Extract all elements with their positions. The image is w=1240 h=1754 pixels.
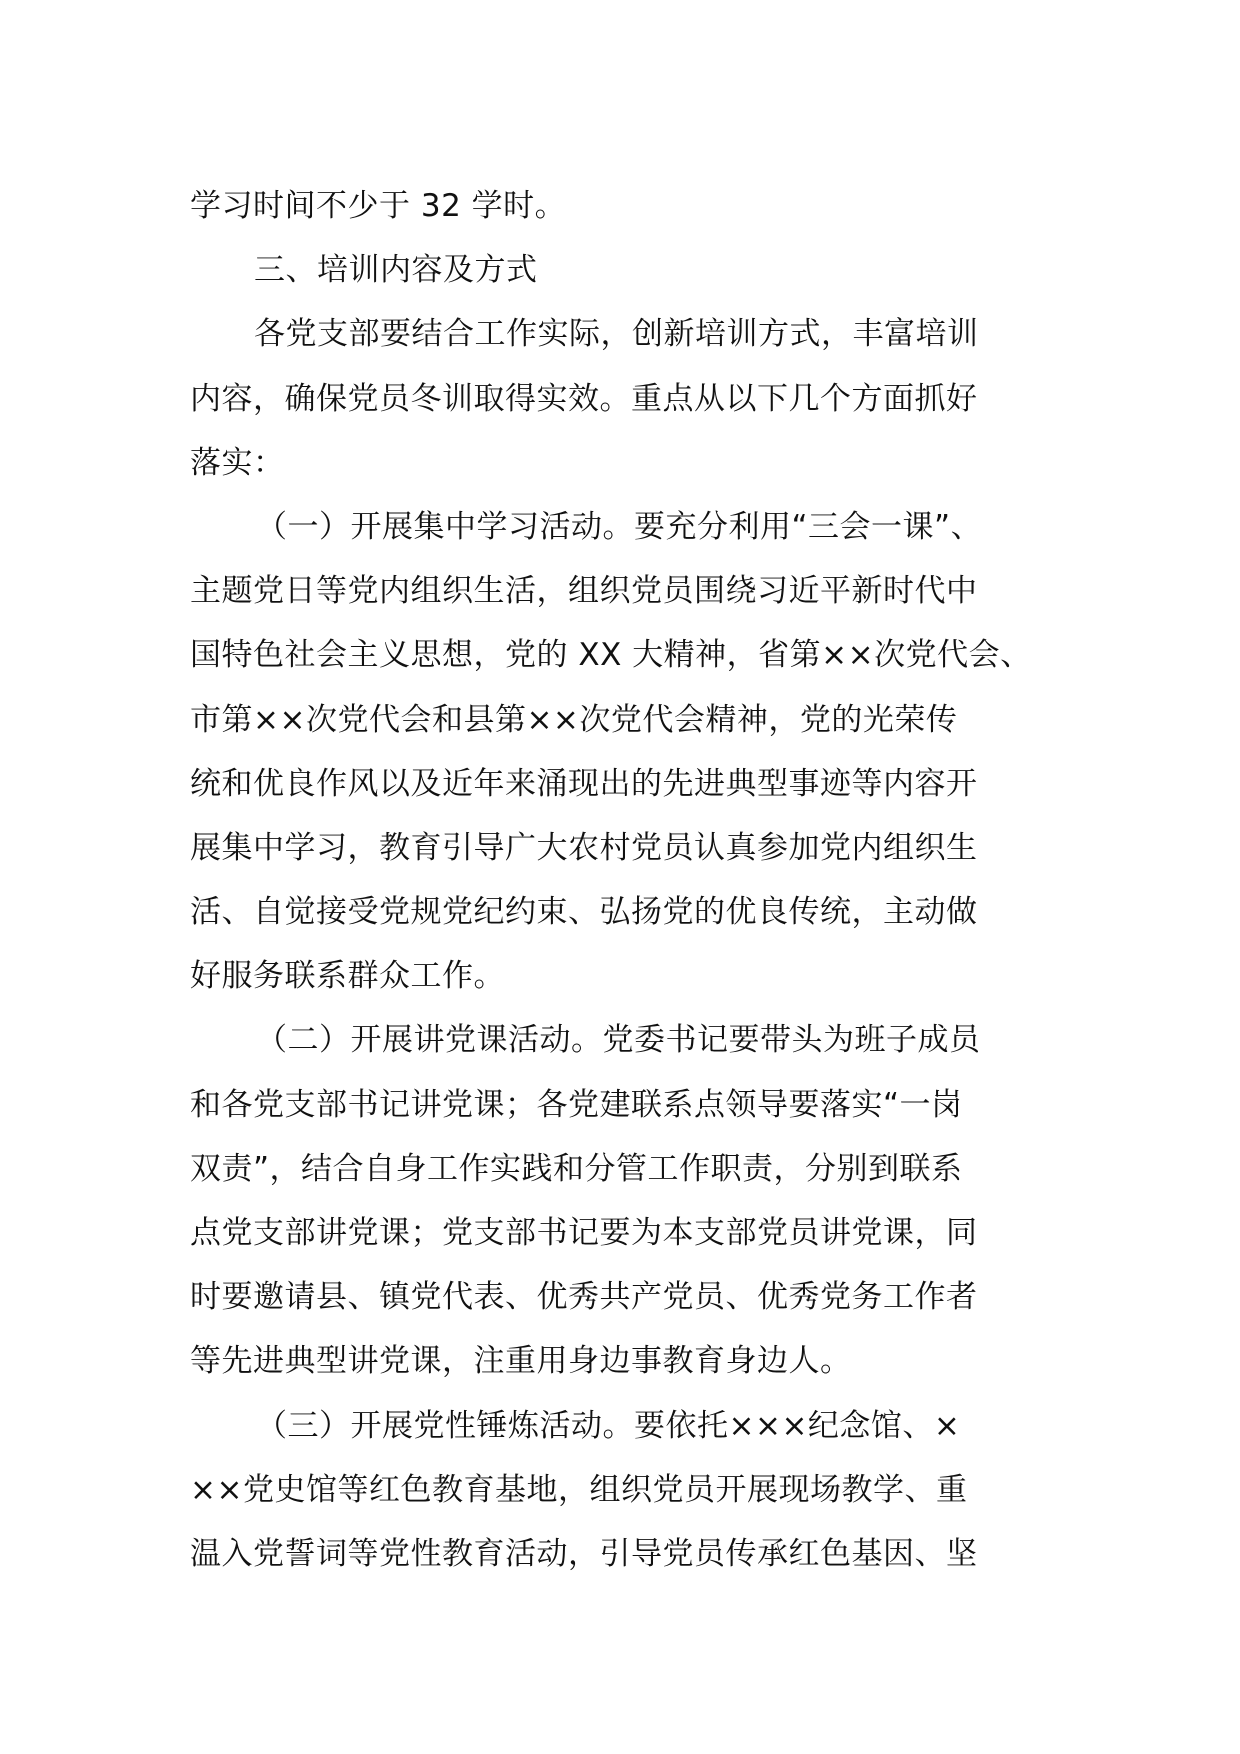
paragraph-line: 展集中学习，教育引导广大农村党员认真参加党内组织生 bbox=[190, 829, 978, 866]
paragraph-line: 等先进典型讲党课，注重用身边事教育身边人。 bbox=[190, 1343, 852, 1380]
paragraph-line: ××党史馆等红色教育基地，组织党员开展现场教学、重 bbox=[190, 1471, 968, 1508]
subsection-line: （二）开展讲党课活动。党委书记要带头为班子成员 bbox=[256, 1022, 981, 1059]
subsection-line: （三）开展党性锤炼活动。要依托×××纪念馆、× bbox=[256, 1407, 961, 1444]
paragraph-line: 统和优良作风以及近年来涌现出的先进典型事迹等内容开 bbox=[190, 765, 978, 802]
paragraph-line: 学习时间不少于 32 学时。 bbox=[190, 188, 567, 224]
paragraph-line: 国特色社会主义思想，党的 XX 大精神，省第××次党代会、 bbox=[190, 637, 1032, 674]
paragraph-line: 时要邀请县、镇党代表、优秀共产党员、优秀党务工作者 bbox=[190, 1279, 978, 1316]
section-heading: 三、培训内容及方式 bbox=[254, 252, 538, 289]
paragraph-line: 和各党支部书记讲党课；各党建联系点领导要落实“一岗 bbox=[190, 1086, 963, 1123]
paragraph-line: 活、自觉接受党规党纪约束、弘扬党的优良传统，主动做 bbox=[190, 894, 978, 931]
document-body bbox=[190, 174, 1062, 1586]
paragraph-line: 内容，确保党员冬训取得实效。重点从以下几个方面抓好 bbox=[190, 380, 978, 417]
paragraph-line: 各党支部要结合工作实际，创新培训方式，丰富培训 bbox=[254, 316, 979, 353]
paragraph-line: 市第××次党代会和县第××次党代会精神，党的光荣传 bbox=[190, 701, 958, 738]
paragraph-line: 主题党日等党内组织生活，组织党员围绕习近平新时代中 bbox=[190, 573, 978, 610]
paragraph-line: 双责”，结合自身工作实践和分管工作职责，分别到联系 bbox=[190, 1150, 963, 1187]
paragraph-line: 温入党誓词等党性教育活动，引导党员传承红色基因、坚 bbox=[190, 1535, 978, 1572]
paragraph-line: 好服务联系群众工作。 bbox=[190, 958, 505, 995]
paragraph-line: 点党支部讲党课；党支部书记要为本支部党员讲党课，同 bbox=[190, 1215, 978, 1251]
paragraph-line: 落实： bbox=[190, 444, 285, 481]
subsection-line: （一）开展集中学习活动。要充分利用“三会一课”、 bbox=[256, 508, 983, 545]
